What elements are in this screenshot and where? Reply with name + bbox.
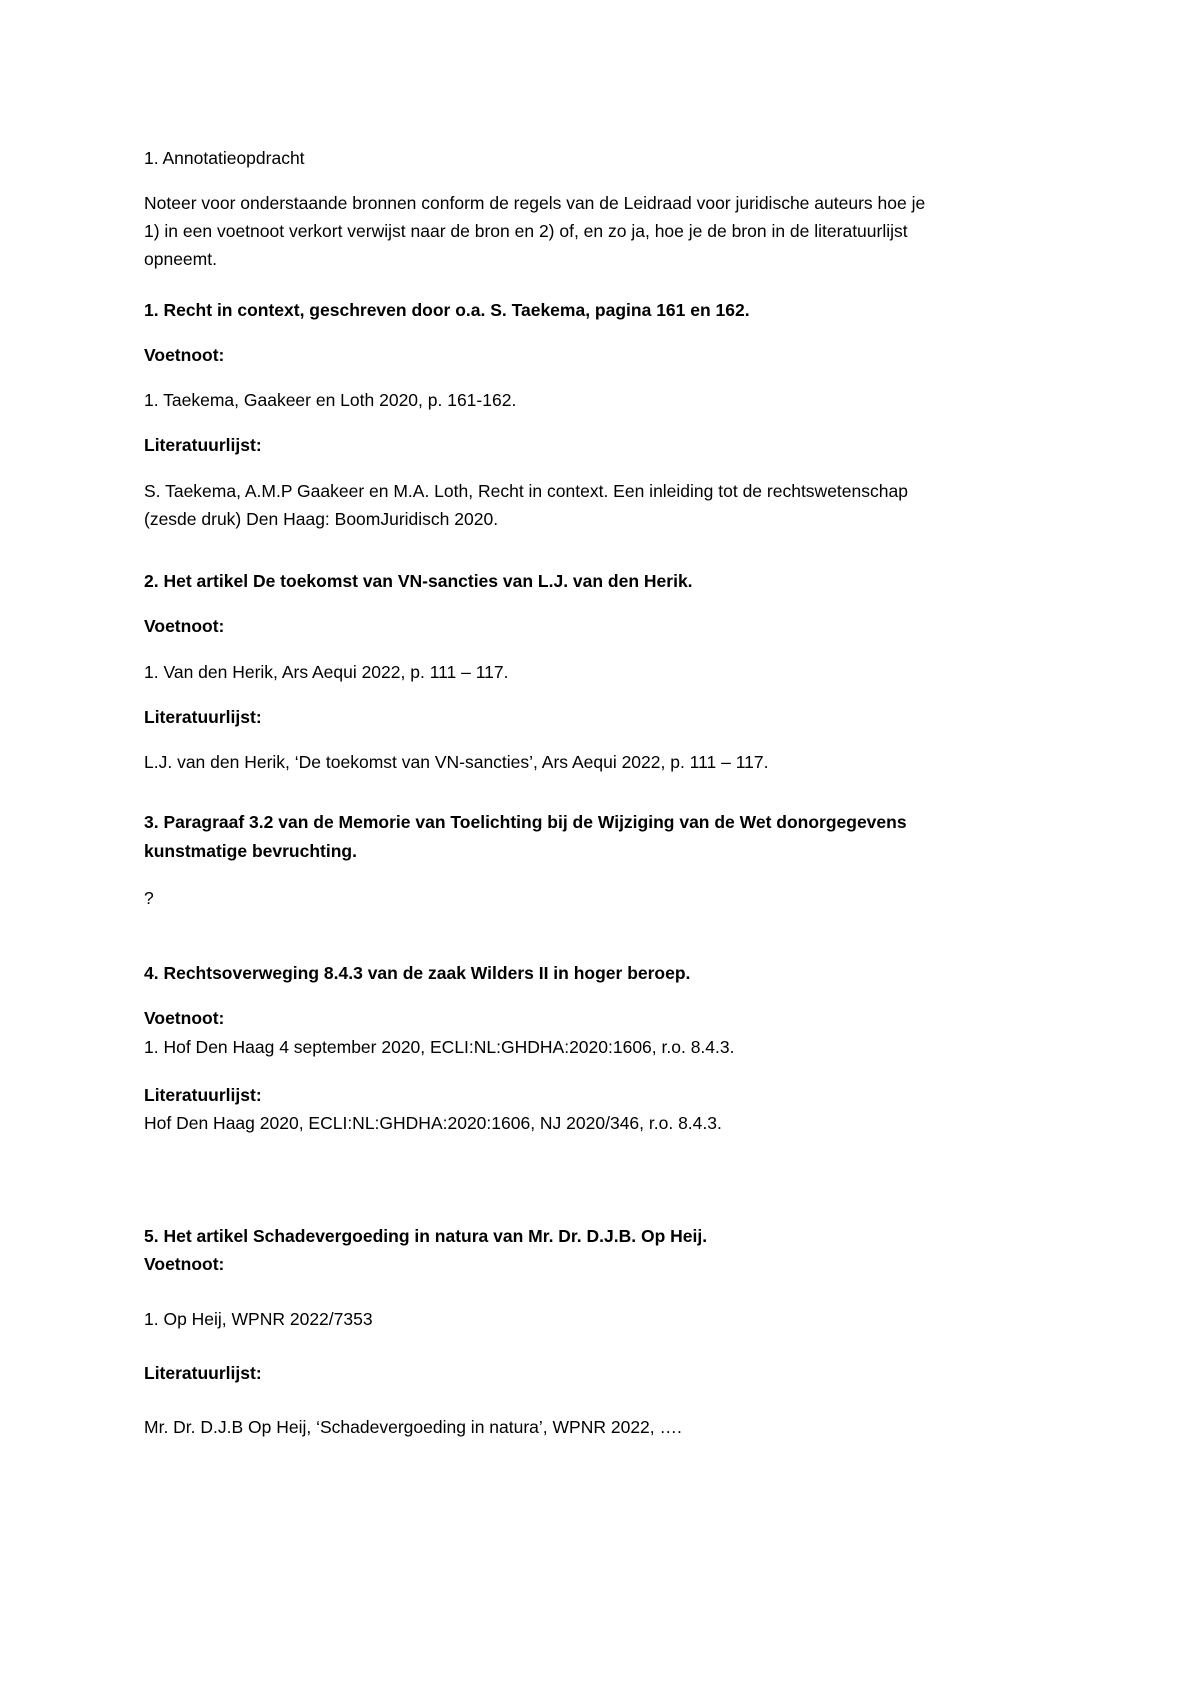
section-5-lit-line-1: Mr. Dr. D.J.B Op Heij, ‘Schadevergoeding in natura’, WPNR 2022, …. bbox=[144, 1417, 682, 1437]
section-2-footnote-label: Voetnoot: bbox=[144, 616, 225, 636]
section-4-footnote: 1. Hof Den Haag 4 september 2020, ECLI:NL:GHDHA:2020:1606, r.o. 8.4.3. bbox=[144, 1037, 735, 1057]
section-4-heading: 4. Rechtsoverweging 8.4.3 van de zaak Wilders II in hoger beroep. bbox=[144, 963, 691, 983]
section-2-lit-line-1: L.J. van den Herik, ‘De toekomst van VN-sancties’, Ars Aequi 2022, p. 111 – 117. bbox=[144, 752, 769, 772]
section-4-lit-line-1: Hof Den Haag 2020, ECLI:NL:GHDHA:2020:1606, NJ 2020/346, r.o. 8.4.3. bbox=[144, 1113, 722, 1133]
section-2-footnote: 1. Van den Herik, Ars Aequi 2022, p. 111 – 117. bbox=[144, 662, 509, 682]
section-3-heading-line-2: kunstmatige bevruchting. bbox=[144, 841, 357, 861]
section-2-heading: 2. Het artikel De toekomst van VN-sancties van L.J. van den Herik. bbox=[144, 571, 693, 591]
section-3-heading-line-1: 3. Paragraaf 3.2 van de Memorie van Toelichting bij de Wijziging van de Wet donorgegevens bbox=[144, 812, 907, 832]
section-3-answer: ? bbox=[144, 888, 154, 908]
section-5-heading: 5. Het artikel Schadevergoeding in natura van Mr. Dr. D.J.B. Op Heij. bbox=[144, 1226, 708, 1246]
section-5-lit-label: Literatuurlijst: bbox=[144, 1363, 262, 1383]
section-5-footnote-label: Voetnoot: bbox=[144, 1254, 225, 1274]
intro-line-2: 1) in een voetnoot verkort verwijst naar de bron en 2) of, en zo ja, hoe je de bron in de literatuurlijst bbox=[144, 221, 908, 241]
document-title: 1. Annotatieopdracht bbox=[144, 148, 305, 168]
intro-line-3: opneemt. bbox=[144, 249, 217, 269]
section-1-lit-line-2: (zesde druk) Den Haag: BoomJuridisch 2020. bbox=[144, 509, 499, 529]
section-5-footnote: 1. Op Heij, WPNR 2022/7353 bbox=[144, 1309, 373, 1329]
section-1-lit-label: Literatuurlijst: bbox=[144, 435, 262, 455]
section-1-lit-line-1: S. Taekema, A.M.P Gaakeer en M.A. Loth, Recht in context. Een inleiding tot de rechtswetenschap bbox=[144, 481, 908, 501]
section-4-footnote-label: Voetnoot: bbox=[144, 1008, 225, 1028]
section-1-footnote-label: Voetnoot: bbox=[144, 345, 225, 365]
section-1-heading: 1. Recht in context, geschreven door o.a. S. Taekema, pagina 161 en 162. bbox=[144, 300, 750, 320]
section-1-footnote: 1. Taekema, Gaakeer en Loth 2020, p. 161-162. bbox=[144, 390, 517, 410]
intro-line-1: Noteer voor onderstaande bronnen conform de regels van de Leidraad voor juridische auteurs hoe je bbox=[144, 193, 926, 213]
section-4-lit-label: Literatuurlijst: bbox=[144, 1085, 262, 1105]
section-2-lit-label: Literatuurlijst: bbox=[144, 707, 262, 727]
